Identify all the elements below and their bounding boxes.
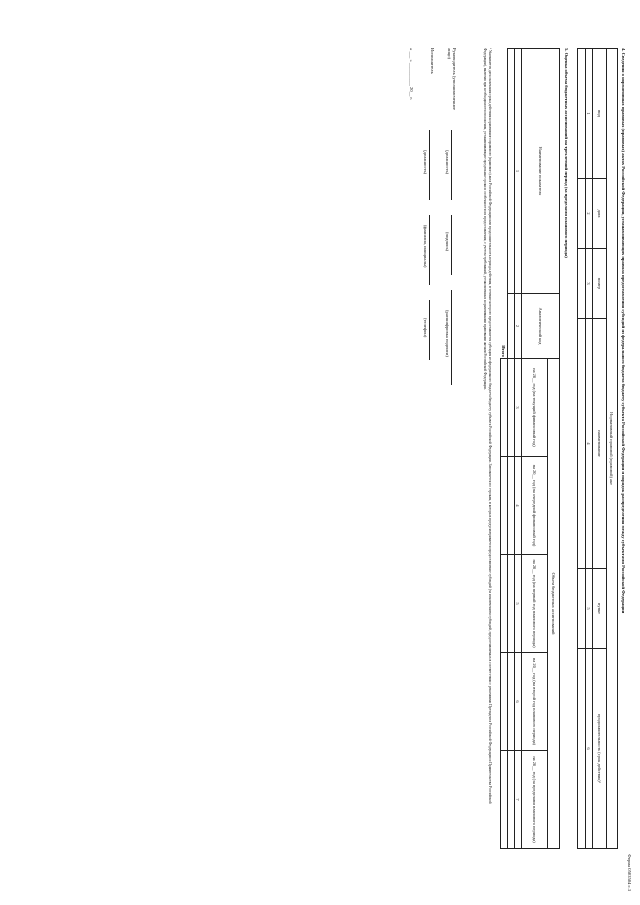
s5-group-header: Объем бюджетных ассигнований: [548, 359, 560, 849]
s5-colnum: 5: [515, 555, 522, 653]
s4-colnum: 1: [586, 49, 593, 179]
s5-h-c1: на 20__ год (на текущий финансовый год): [522, 359, 548, 457]
s5-colnum: 4: [515, 457, 522, 555]
form-id: Форма 0503584 с.3: [627, 854, 632, 891]
s4-h-nomer: номер: [593, 249, 607, 319]
s5-h-c2: на 20__ год (на очередной финансовый год): [522, 457, 548, 555]
s5-h-c5: на 20__ год (за пределами планового периода): [522, 751, 548, 849]
head-decoding-line: [451, 290, 452, 385]
head-signature-line: [451, 215, 452, 275]
head-position-line: [451, 130, 452, 200]
head-decoding-caption: (расшифровка подписи): [445, 310, 450, 357]
section5-table: [500, 48, 560, 849]
executor-label: Исполнитель: [430, 48, 435, 74]
s4-h-data: дата: [593, 179, 607, 249]
s5-colnum: 7: [515, 751, 522, 849]
s4-group-header: Нормативный правовой (правовой) акт: [607, 49, 618, 849]
s5-h-c4: на 20__ год (на второй год планового периода): [522, 653, 548, 751]
section4-title: 4. Сведения о нормативных правовых (правовых) актах Российской Федерации, устанавливающих правила предоставления субсидий из федерального бюджета бюджету субъекта Российской Федерации и порядок распределения между субъектами Российской Федерации: [621, 48, 626, 614]
s4-colnum: 4: [586, 319, 593, 569]
exec-position-line: [429, 130, 430, 200]
s5-colnum: 1: [515, 49, 522, 294]
exec-name-line: [429, 215, 430, 285]
s4-colnum: 6: [586, 649, 593, 849]
s4-colnum: 2: [586, 179, 593, 249]
section4-table: [577, 48, 618, 849]
exec-phone-line: [429, 300, 430, 360]
head-position-caption: (должность): [445, 150, 450, 175]
exec-phone-caption: (телефон): [423, 318, 428, 338]
s4-h-naim: наименование: [593, 319, 607, 569]
s5-colnum: 2: [515, 294, 522, 359]
s4-h-vid: вид: [593, 49, 607, 179]
section5-title: 5. Оценка объема бюджетных ассигнований на трехлетний период (за пределами планового периода): [564, 48, 569, 258]
s5-h-code: Аналитический код: [522, 294, 560, 359]
exec-position-caption: (должность): [423, 150, 428, 175]
s5-colnum: 3: [515, 359, 522, 457]
exec-name-caption: (фамилия, инициалы): [423, 225, 428, 268]
s5-total-label: Итого: [501, 49, 508, 359]
s5-h-c3: на 20__ год (на первый год планового периода): [522, 555, 548, 653]
s4-colnum: 3: [586, 249, 593, 319]
sign-date: « ___ » __________ 20__ г.: [409, 48, 414, 100]
s4-h-srok: продолжительность (срок действия)¹: [593, 649, 607, 849]
head-signature-caption: (подпись): [445, 232, 450, 252]
s5-colnum: 6: [515, 653, 522, 751]
head-label: Руководитель (уполномоченное лицо): [446, 48, 457, 111]
s5-h-naim: Наименование показателя: [522, 49, 560, 294]
footnote: ¹ Указывается дата окончания срока действия нормативного правового (правового) акта Российской Федерации или продолжительность периода действия, в течение которого предоставляется субсидия из федерального бюджета бюджету субъекта Российской Федерации. Заполняется по строкам, в которых предусматривается предоставление субсидий (за исключением субсидий, предоставляемых в соответствии с решениями Президента Российской Федерации и Правительства Российской Федерации), включая при необходимости положения, устанавливающие предельные сроки и особенности их предоставления, с учетом требований, установленных нормативными правовыми актами Российской Федерации.: [483, 48, 492, 804]
s4-colnum: 5: [586, 569, 593, 649]
s4-h-punkt: пункт: [593, 569, 607, 649]
